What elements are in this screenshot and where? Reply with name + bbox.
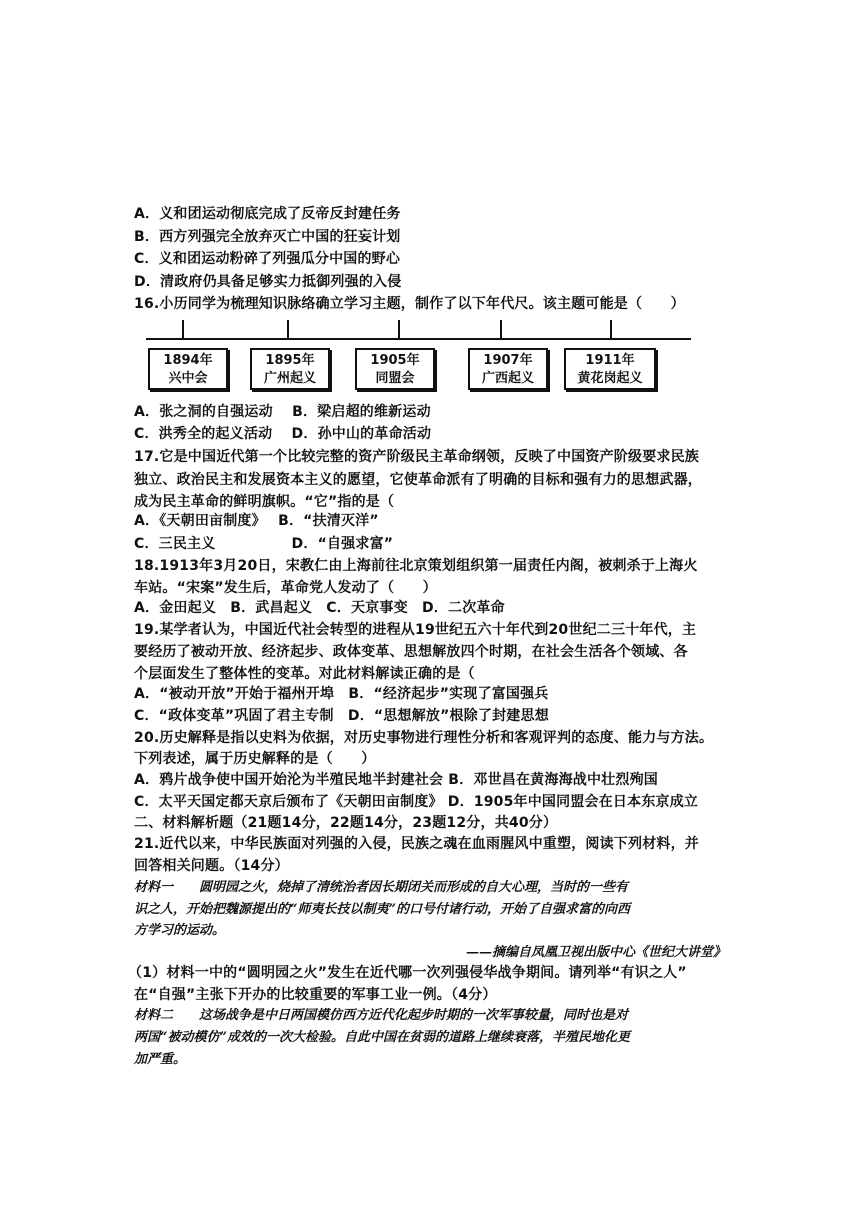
q17-options-1: A．《天朝田亩制度》 B．“扶清灭洋” (134, 513, 379, 529)
q19-stem-2: 要经历了被动开放、经济起步、政体变革、思想解放四个时期，在社会生活各个领域、各 (134, 644, 688, 660)
timeline-event: 广西起义 (481, 371, 534, 386)
timeline-box (355, 348, 435, 390)
timeline-year: 1894年 (163, 353, 213, 368)
q20-stem-1: 20.历史解释是指以史料为依据，对历史事物进行理性分析和客观评判的态度、能力与方法。 (134, 730, 714, 746)
timeline-tick (500, 320, 502, 338)
timeline-year: 1905年 (370, 353, 420, 368)
q15-option-a: A．义和团运动彻底完成了反帝反封建任务 (134, 206, 401, 222)
q17-stem-1: 17.它是中国近代第一个比较完整的资产阶级民主革命纲领，反映了中国资产阶级要求民族 (134, 449, 699, 465)
q16-options-2: C．洪秀全的起义活动 D．孙中山的革命活动 (134, 426, 432, 442)
q19-stem-1: 19.某学者认为，中国近代社会转型的进程从19世纪五六十年代到20世纪二三十年代，主 (134, 622, 697, 638)
q21-material1-1: 材料一 圆明园之火，烧掉了清统治者因长期闭关而形成的自大心理，当时的一些有 (134, 880, 629, 895)
timeline-tick (287, 320, 289, 338)
q18-stem-2: 车站。“宋案”发生后，革命党人发动了（ ） (134, 580, 437, 596)
timeline-box (250, 348, 330, 390)
q21-material1-source: ——摘编自凤凰卫视出版中心《世纪大讲堂》 (465, 945, 726, 960)
q21-material1-2: 识之人，开始把魏源提出的“师夷长技以制夷”的口号付诸行动，开始了自强求富的向西 (134, 902, 630, 917)
timeline-event: 黄花岗起义 (577, 371, 643, 386)
q21-material2-3: 加严重。 (134, 1052, 187, 1067)
timeline-year: 1907年 (483, 353, 533, 368)
timeline-year: 1895年 (265, 353, 315, 368)
q17-stem-3: 成为民主革命的鲜明旗帜。“它”指的是（ (134, 494, 395, 510)
q21-material2-1: 材料二 这场战争是中日两国模仿西方近代化起步时期的一次军事较量，同时也是对 (134, 1008, 629, 1023)
q21-sub1-1: （1）材料一中的“圆明园之火”发生在近代哪一次列强侵华战争期间。请列举“有识之人” (128, 965, 687, 981)
timeline-event: 广州起义 (263, 371, 316, 386)
q20-options-2: C．太平天国定都天京后颁布了《天朝田亩制度》 D．1905年中国同盟会在日本东京成立 (134, 794, 699, 810)
timeline-year: 1911年 (585, 353, 635, 368)
q21-sub1-2: 在“自强”主张下开办的比较重要的军事工业一例。（4分） (134, 987, 497, 1003)
q16-options-1: A．张之洞的自强运动 B．梁启超的维新运动 (134, 404, 431, 420)
timeline-axis (146, 338, 691, 340)
q17-options-2: C．三民主义 D．“自强求富” (134, 536, 394, 552)
q21-stem-1: 21.近代以来，中华民族面对列强的入侵，民族之魂在血雨腥风中重塑，阅读下列材料，并 (134, 836, 699, 852)
q16-timeline (140, 318, 700, 400)
timeline-box (564, 348, 656, 390)
q21-stem-2: 回答相关问题。（14分） (134, 858, 289, 874)
timeline-tick (182, 320, 184, 338)
q19-options-1: A．“被动开放”开始于福州开埠 B．“经济起步”实现了富国强兵 (134, 686, 549, 702)
q15-option-c: C．义和团运动粉碎了列强瓜分中国的野心 (134, 251, 401, 267)
q20-stem-2: 下列表述，属于历史解释的是（ ） (134, 751, 376, 767)
q18-stem-1: 18.1913年3月20日，宋教仁由上海前往北京策划组织第一届责任内阁，被刺杀于上海火 (134, 558, 698, 574)
q19-options-2: C．“政体变革”巩固了君主专制 D．“思想解放”根除了封建思想 (134, 708, 549, 724)
q16-stem: 16.小历同学为梳理知识脉络确立学习主题，制作了以下年代尺。该主题可能是（ ） (134, 296, 685, 312)
q21-material2-2: 两国“被动模仿”成效的一次大检验。自此中国在贫弱的道路上继续衰落，半殖民地化更 (134, 1030, 630, 1045)
q15-option-b: B．西方列强完全放弃灭亡中国的狂妄计划 (134, 229, 401, 245)
timeline-tick (398, 320, 400, 338)
timeline-box (468, 348, 548, 390)
timeline-box (148, 348, 228, 390)
timeline-tick (610, 320, 612, 338)
q18-options: A．金田起义 B．武昌起义 C．天京事变 D．二次革命 (134, 600, 505, 616)
q19-stem-3: 个层面发生了整体性的变革。对此材料解读正确的是（ (134, 666, 475, 682)
timeline-event: 兴中会 (168, 371, 208, 386)
q17-stem-2: 独立、政治民主和发展资本主义的愿望，它使革命派有了明确的目标和强有力的思想武器， (134, 472, 702, 488)
q21-material1-3: 方学习的运动。 (134, 923, 226, 938)
section-2-heading: 二、材料解析题（21题14分，22题14分，23题12分，共40分） (134, 815, 558, 831)
q20-options-1: A．鸦片战争使中国开始沦为半殖民地半封建社会 B．邓世昌在黄海海战中壮烈殉国 (134, 772, 658, 788)
timeline-event: 同盟会 (375, 371, 415, 386)
q15-option-d: D．清政府仍具备足够实力抵御列强的入侵 (134, 274, 402, 290)
